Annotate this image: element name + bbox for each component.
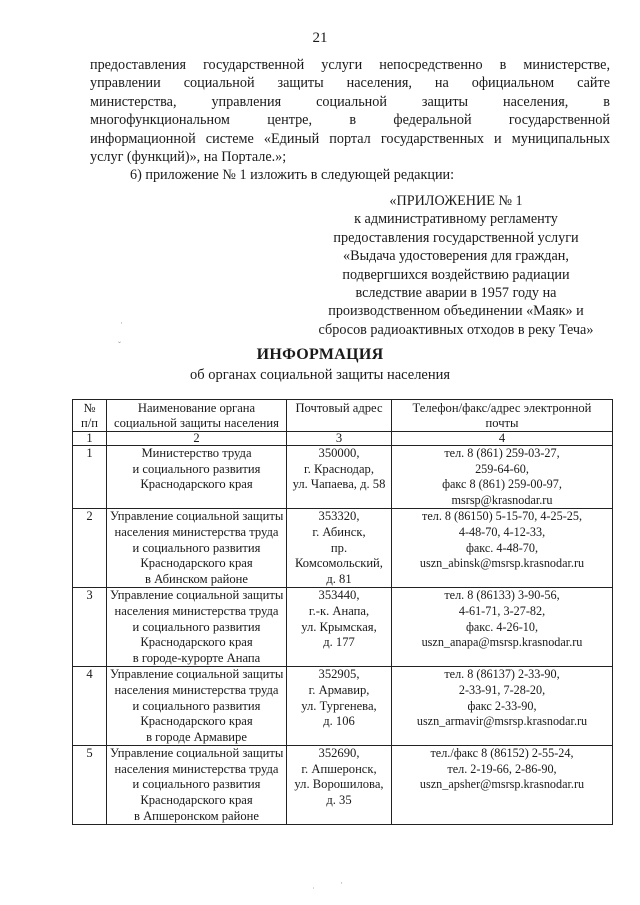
postal-address: [287, 746, 392, 825]
contact-info-line: тел. 8 (86150) 5-15-70, 4-25-25,: [422, 509, 582, 524]
postal-address: [287, 509, 392, 588]
organ-name-line: и социального развития: [132, 540, 261, 555]
table-header-row: [73, 400, 613, 432]
organ-name-line: Управление социальной защиты: [110, 509, 284, 524]
contact-info-line: 4-61-71, 3-27-82,: [458, 603, 546, 618]
paragraph-line: предоставления государственной услуги непосредственно в министерстве,: [90, 57, 610, 73]
postal-address-line: пр.: [330, 540, 348, 555]
organ-name-line: Министерство труда: [141, 446, 252, 460]
header-contacts: [392, 400, 613, 432]
row-number: 1: [73, 446, 107, 509]
organ-name-line: населения министерства труда: [114, 761, 279, 776]
organ-name-line: и социального развития: [132, 698, 261, 713]
postal-address-line: д. 106: [323, 714, 355, 729]
row-number: 3: [73, 588, 107, 667]
table-row: [73, 509, 613, 588]
header-number-line: №: [83, 401, 96, 415]
organ-name-line: и социального развития: [132, 619, 261, 634]
paragraph-line: информационной системе «Единый портал государственных и муниципальных: [90, 130, 610, 147]
appendix-line: «Выдача удостоверения для граждан,: [343, 248, 569, 265]
postal-address-line: г. Абинск,: [312, 524, 366, 539]
appendix-line: вследствие аварии в 1957 году на: [355, 285, 557, 302]
organ-name-line: Управление социальной защиты: [110, 746, 284, 761]
document-subheading: об органах социальной защиты населения: [189, 367, 451, 383]
postal-address-line: г. Армавир,: [308, 682, 370, 697]
header-postal-address-line: Почтовый адрес: [295, 401, 383, 415]
column-number: 2: [107, 432, 287, 446]
postal-address-line: ул. Ворошилова,: [294, 777, 384, 792]
appendix-line: производственном объединении «Маяк» и: [328, 303, 584, 320]
header-number-line: п/п: [81, 416, 98, 430]
organ-name-line: и социального развития: [132, 461, 261, 476]
row-number: 5: [73, 746, 107, 825]
appendix-line: предоставления государственной услуги: [333, 229, 579, 246]
page-number: 21: [312, 30, 328, 46]
organ-name: [107, 746, 287, 825]
paragraph-line: управлении социальной защиты населения, на официальном сайте: [90, 75, 610, 92]
organ-name-line: населения министерства труда: [114, 603, 279, 618]
contact-info-line: uszn_abinsk@msrsp.krasnodar.ru: [419, 556, 585, 571]
organ-name: [107, 446, 287, 509]
postal-address-line: ул. Крымская,: [301, 619, 377, 634]
organ-name-line: населения министерства труда: [114, 524, 279, 539]
organ-name-line: Управление социальной защиты: [110, 667, 284, 682]
paragraph-line: министерства, управления социальной защиты населения, в: [90, 93, 610, 110]
table-row: [73, 446, 613, 509]
postal-address-line: 350000,: [318, 446, 360, 460]
table-column-numbers-row: [73, 432, 613, 446]
table-row: [73, 588, 613, 667]
organ-name-line: Управление социальной защиты: [110, 588, 284, 603]
organ-name: [107, 667, 287, 746]
appendix-header: [300, 192, 612, 339]
organ-name-line: Краснодарского края: [140, 477, 253, 492]
postal-address: [287, 667, 392, 746]
appendix-line: к административному регламенту: [354, 211, 558, 228]
contact-info-line: факс. 4-48-70,: [465, 540, 539, 555]
postal-address-line: д. 81: [326, 571, 352, 586]
postal-address-line: Комсомольский,: [295, 556, 383, 571]
postal-address-line: д. 35: [326, 793, 352, 808]
organ-name-line: Краснодарского края: [140, 714, 253, 729]
amendment-text: 6) приложение № 1 изложить в следующей редакции:: [130, 167, 455, 183]
paragraph-line: многофункциональном центре, в федеральной государственной: [90, 112, 610, 129]
header-postal-address: [287, 400, 392, 432]
header-organ-name-line: Наименование органа: [137, 401, 256, 415]
appendix-title: «ПРИЛОЖЕНИЕ № 1: [389, 193, 523, 209]
organ-name-line: Краснодарского края: [140, 635, 253, 650]
column-number: 4: [392, 432, 613, 446]
contact-info-line: uszn_armavir@msrsp.krasnodar.ru: [416, 714, 588, 729]
postal-address-line: г. Краснодар,: [303, 461, 375, 476]
organ-name-line: и социального развития: [132, 777, 261, 792]
contact-info: [392, 446, 613, 509]
table-row: [73, 746, 613, 825]
contact-info: [392, 588, 613, 667]
postal-address-line: 352690,: [318, 746, 360, 761]
organ-name-line: в Апшеронском районе: [133, 808, 260, 823]
contact-info-line: факс 2-33-90,: [467, 698, 537, 713]
contact-info-line: 259-64-60,: [475, 461, 529, 476]
header-organ-name: [107, 400, 287, 432]
contact-info-line: тел. 8 (86133) 3-90-56,: [444, 588, 560, 603]
paragraph-line: услуг (функций)», на Портале.»;: [90, 149, 287, 166]
organ-name: [107, 588, 287, 667]
column-number: 1: [73, 432, 107, 446]
contact-info-line: uszn_apsher@msrsp.krasnodar.ru: [419, 777, 585, 792]
postal-address-line: ул. Тургенева,: [301, 698, 377, 713]
header-contacts-line: Телефон/факс/адрес электронной: [412, 401, 592, 415]
contact-info-line: факс 8 (861) 259-00-97,: [442, 477, 562, 492]
organ-name-line: Краснодарского края: [140, 793, 253, 808]
contact-info-line: msrsp@krasnodar.ru: [451, 492, 553, 507]
postal-address-line: г. Апшеронск,: [301, 761, 377, 776]
social-protection-table: [72, 399, 613, 825]
contact-info: [392, 667, 613, 746]
contact-info: [392, 509, 613, 588]
paragraph-continuation: [90, 56, 610, 166]
contact-info-line: uszn_anapa@msrsp.krasnodar.ru: [421, 635, 583, 650]
contact-info-line: тел. 8 (861) 259-03-27,: [444, 446, 560, 460]
contact-info-line: тел. 2-19-66, 2-86-90,: [447, 761, 557, 776]
header-contacts-line: почты: [485, 416, 519, 430]
postal-address-line: 353320,: [318, 509, 360, 524]
postal-address-line: 353440,: [318, 588, 360, 603]
row-number: 4: [73, 667, 107, 746]
postal-address: [287, 588, 392, 667]
appendix-line: подвергшихся воздействию радиации: [342, 266, 570, 283]
postal-address-line: д. 177: [323, 635, 355, 650]
contact-info-line: 4-48-70, 4-12-33,: [458, 524, 546, 539]
organ-name-line: в городе-курорте Анапа: [132, 650, 261, 665]
table-row: [73, 667, 613, 746]
contact-info-line: тел. 8 (86137) 2-33-90,: [444, 667, 560, 682]
organ-name: [107, 509, 287, 588]
postal-address-line: 352905,: [318, 667, 360, 682]
appendix-line: сбросов радиоактивных отходов в реку Теча»: [318, 321, 594, 338]
contact-info-line: факс. 4-26-10,: [465, 619, 539, 634]
row-number: 2: [73, 509, 107, 588]
header-number: [73, 400, 107, 432]
column-number: 3: [287, 432, 392, 446]
contact-info: [392, 746, 613, 825]
postal-address: [287, 446, 392, 509]
postal-address-line: г.-к. Анапа,: [308, 603, 370, 618]
organ-name-line: населения министерства труда: [114, 682, 279, 697]
organ-name-line: в Абинском районе: [145, 571, 248, 586]
postal-address-line: ул. Чапаева, д. 58: [292, 477, 386, 492]
document-heading: ИНФОРМАЦИЯ: [256, 346, 384, 363]
organ-name-line: в городе Армавире: [146, 729, 247, 744]
organ-name-line: Краснодарского края: [140, 556, 253, 571]
header-organ-name-line: социальной защиты населения: [114, 416, 279, 430]
contact-info-line: тел./факс 8 (86152) 2-55-24,: [430, 746, 574, 761]
contact-info-line: 2-33-91, 7-28-20,: [458, 682, 546, 697]
paragraph-amendment: [90, 166, 640, 184]
